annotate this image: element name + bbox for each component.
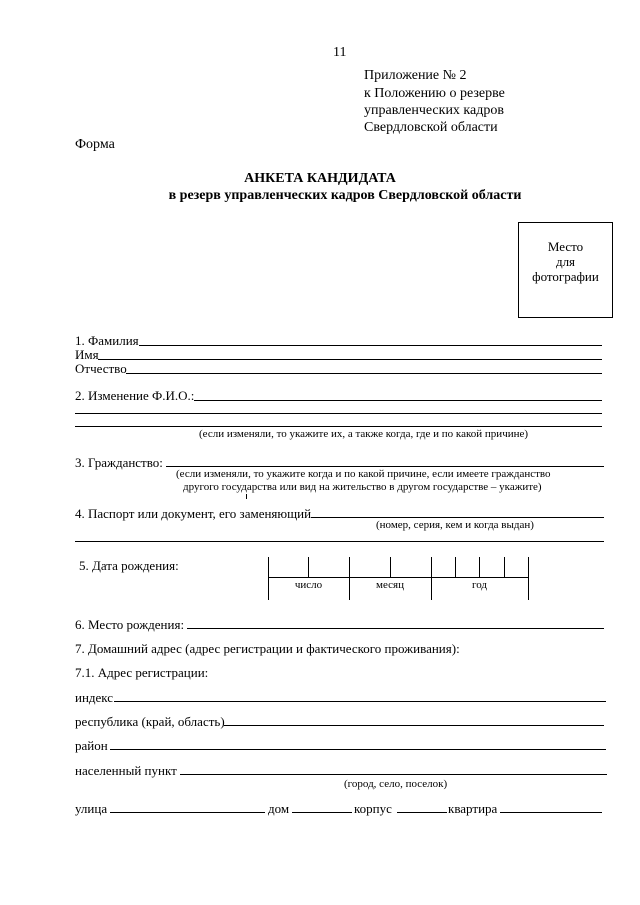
birth-date-year-label: год xyxy=(471,579,488,591)
page-number: 11 xyxy=(333,45,347,60)
name-change-field[interactable] xyxy=(194,400,602,401)
name-change-field-2[interactable] xyxy=(75,413,602,414)
name-label: Имя xyxy=(75,347,99,362)
house-field[interactable] xyxy=(292,812,352,813)
appendix-line-1: Приложение № 2 xyxy=(364,68,467,83)
birth-date-grid[interactable] xyxy=(268,557,529,600)
citizenship-label: 3. Гражданство: xyxy=(75,455,163,470)
birth-place-label: 6. Место рождения: xyxy=(75,617,185,632)
street-label: улица xyxy=(75,801,108,816)
birth-date-cell-tick xyxy=(479,557,480,577)
form-label: Форма xyxy=(75,137,115,152)
birth-date-cell-tick xyxy=(504,557,505,577)
form-title: АНКЕТА КАНДИДАТА xyxy=(244,171,396,186)
birth-date-month-label: месяц xyxy=(376,579,404,591)
citizenship-hint-1: (если изменяли, то укажите когда и по какой причине, если имеете гражданство xyxy=(176,468,551,480)
index-label: индекс xyxy=(75,690,114,705)
birth-date-cell-tick xyxy=(455,557,456,577)
building-field[interactable] xyxy=(397,812,447,813)
index-field[interactable] xyxy=(114,701,606,702)
apartment-field[interactable] xyxy=(500,812,602,813)
name-change-hint: (если изменяли, то укажите их, а также когда, где и по какой причине) xyxy=(199,428,529,440)
building-label: корпус xyxy=(354,801,392,816)
photo-box-line-2: для xyxy=(555,254,576,269)
surname-label: 1. Фамилия xyxy=(75,333,139,348)
citizenship-hint-2: другого государства или вид на жительство в другом государстве – укажите) xyxy=(183,481,542,493)
birth-date-day-label: число xyxy=(294,579,323,591)
locality-field[interactable] xyxy=(180,774,607,775)
passport-label: 4. Паспорт или документ, его заменяющий xyxy=(75,506,312,521)
tick-mark xyxy=(246,494,247,499)
form-subtitle: в резерв управленческих кадров Свердловской области xyxy=(168,188,522,203)
apartment-label: квартира xyxy=(448,801,498,816)
photo-box-line-3: фотографии xyxy=(532,269,599,284)
appendix-line-4: Свердловской области xyxy=(364,120,498,135)
district-field[interactable] xyxy=(110,749,606,750)
republic-label: республика (край, область) xyxy=(75,714,225,729)
passport-hint: (номер, серия, кем и когда выдан) xyxy=(376,519,534,531)
name-field[interactable] xyxy=(98,359,602,360)
birth-date-label: 5. Дата рождения: xyxy=(79,558,179,573)
birth-place-field[interactable] xyxy=(187,628,604,629)
passport-field[interactable] xyxy=(311,517,604,518)
district-label: район xyxy=(75,738,108,753)
patronymic-label: Отчество xyxy=(75,361,127,376)
republic-field[interactable] xyxy=(224,725,604,726)
birth-date-divider xyxy=(528,557,529,600)
birth-date-cell-tick xyxy=(308,557,309,577)
street-field[interactable] xyxy=(110,812,265,813)
locality-label: населенный пункт xyxy=(75,763,177,778)
surname-field[interactable] xyxy=(139,345,602,346)
name-change-label: 2. Изменение Ф.И.О.: xyxy=(75,388,195,403)
locality-hint: (город, село, поселок) xyxy=(344,778,448,790)
name-change-field-3[interactable] xyxy=(75,426,602,427)
photo-box-line-1: Место xyxy=(547,239,584,254)
citizenship-field[interactable] xyxy=(166,466,604,467)
passport-field-2[interactable] xyxy=(75,541,604,542)
registration-address-label: 7.1. Адрес регистрации: xyxy=(75,665,209,680)
appendix-line-3: управленческих кадров xyxy=(364,103,504,118)
patronymic-field[interactable] xyxy=(126,373,602,374)
house-label: дом xyxy=(268,801,290,816)
appendix-line-2: к Положению о резерве xyxy=(364,86,505,101)
home-address-label: 7. Домашний адрес (адрес регистрации и фактического проживания): xyxy=(75,641,460,656)
photo-box xyxy=(518,222,613,318)
birth-date-cell-tick xyxy=(390,557,391,577)
birth-date-baseline xyxy=(268,577,529,578)
